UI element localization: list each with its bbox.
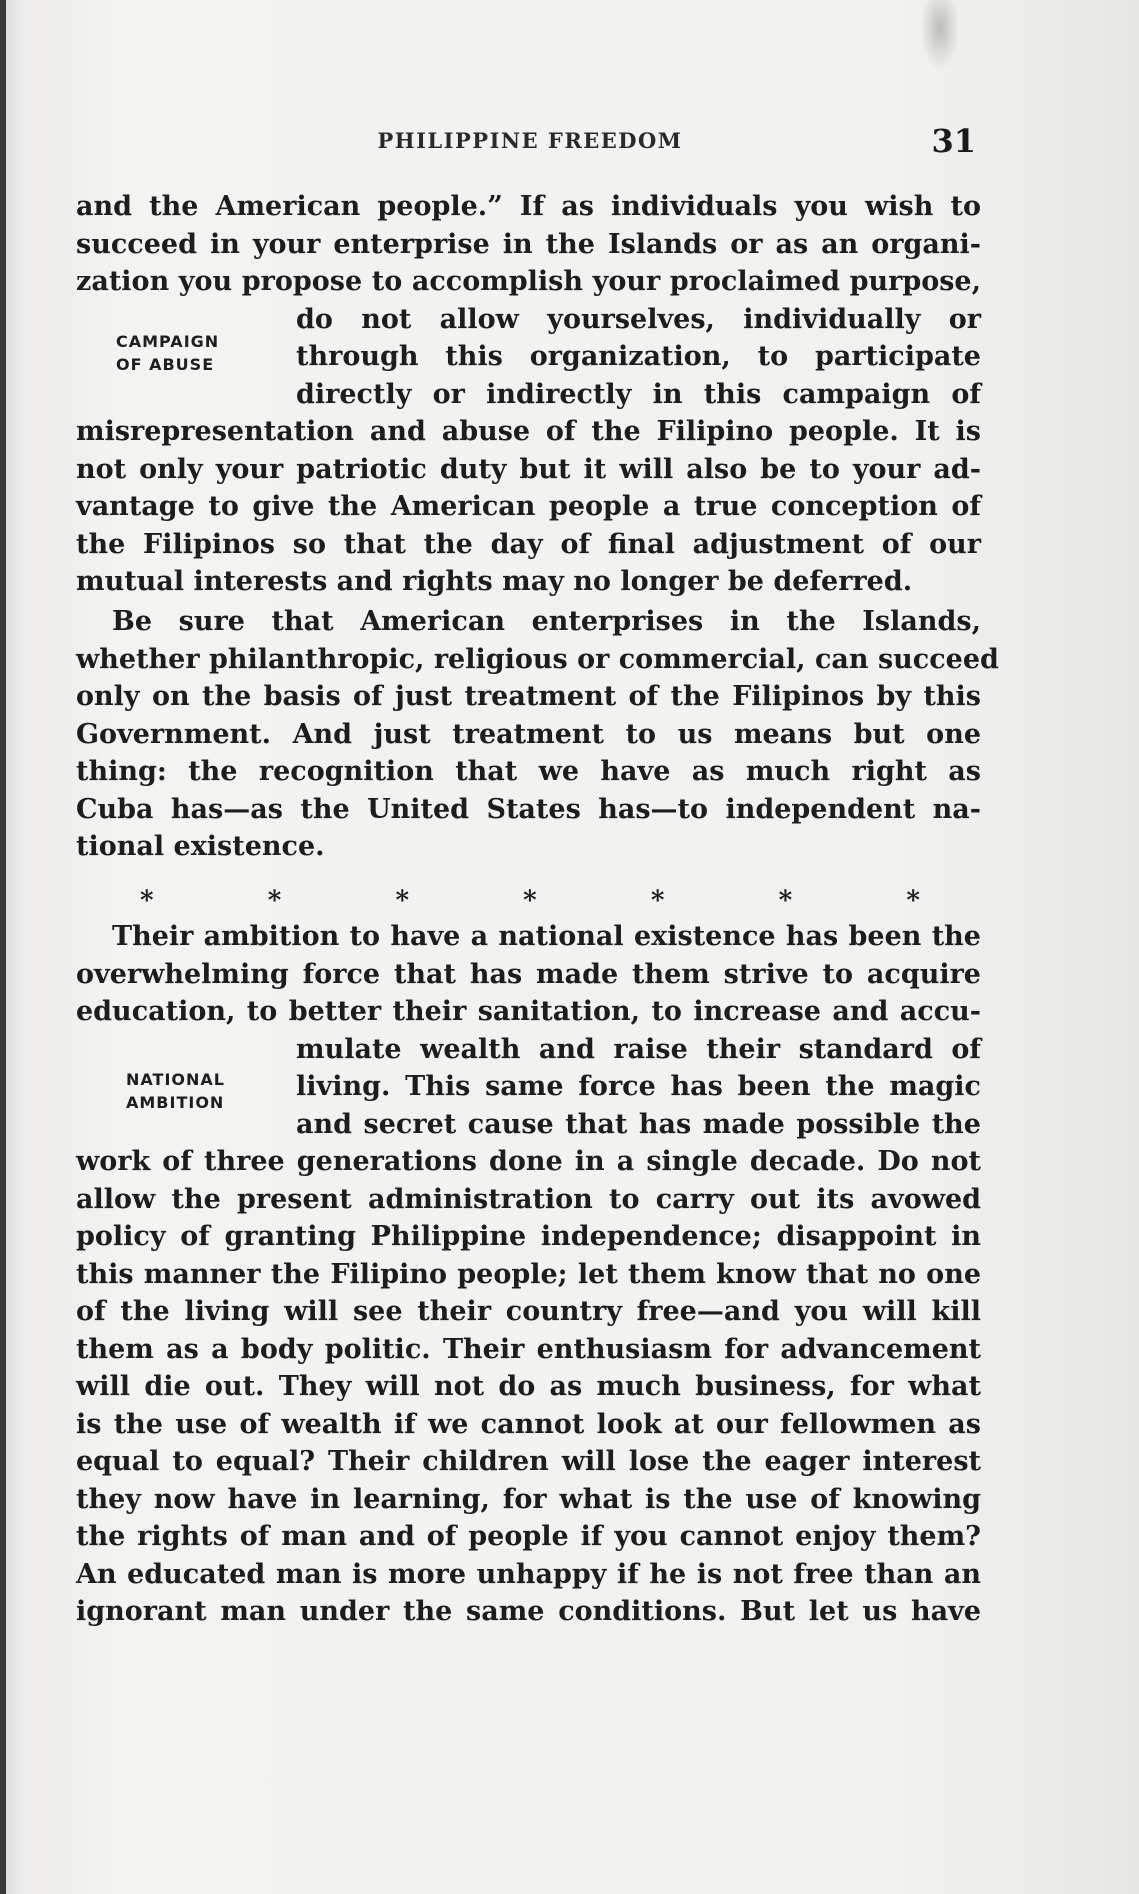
side-heading-line: OF ABUSE <box>116 355 215 374</box>
separator-star: * <box>395 886 410 916</box>
paragraph-2 <box>76 603 999 866</box>
text-line: Be sure that American enterprises in the Islands, <box>112 606 981 637</box>
text-line: mutual interests and rights may no longer be deferred. <box>76 566 913 597</box>
text-line: tional existence. <box>76 831 325 862</box>
side-heading-line: AMBITION <box>126 1093 225 1112</box>
text-line: directly or indirectly in this campaign of <box>296 378 981 410</box>
text-line: will die out. They will not do as much business, for what <box>76 1371 981 1402</box>
page-header <box>78 122 982 162</box>
text-line: zation you propose to accomplish your proclaimed purpose, <box>76 266 981 297</box>
text-line: education, to better their sanitation, to increase and accu- <box>76 996 981 1027</box>
side-heading-line: CAMPAIGN <box>116 332 220 351</box>
running-title: PHILIPPINE FREEDOM <box>377 128 683 153</box>
text-line: living. This same force has been the magic <box>296 1071 981 1102</box>
text-line: them as a body politic. Their enthusiasm for advancement <box>76 1333 981 1365</box>
paragraph-1 <box>76 188 981 601</box>
separator-star: * <box>140 886 154 916</box>
text-line: not only your patriotic duty but it will also be to your ad- <box>76 453 981 485</box>
text-line: An educated man is more unhappy if he is not free than an <box>76 1558 981 1590</box>
text-line: do not allow yourselves, individually or <box>296 303 981 335</box>
text-line: overwhelming force that has made them strive to acquire <box>76 958 981 990</box>
text-line: ignorant man under the same conditions. But let us have <box>76 1596 981 1627</box>
separator-star: * <box>523 886 537 916</box>
text-line: succeed in your enterprise in the Islands or as an organi- <box>76 228 981 260</box>
text-line: and the American people.” If as individuals you wish to <box>76 191 981 222</box>
text-line: this manner the Filipino people; let them know that no one <box>76 1258 981 1290</box>
text-line: through this organization, to participate <box>296 341 981 372</box>
text-line: and secret cause that has made possible the <box>296 1108 981 1140</box>
text-line: Government. And just treatment to us means but one <box>76 718 981 750</box>
side-heading-national-ambition <box>126 1068 225 1114</box>
paragraph-3 <box>76 918 981 1631</box>
text-line: mulate wealth and raise their standard of <box>296 1033 981 1065</box>
separator-star: * <box>267 886 282 916</box>
text-line: only on the basis of just treatment of the Filipinos by this <box>76 681 981 712</box>
paper-smudge <box>920 0 960 70</box>
text-line: the rights of man and of people if you cannot enjoy them? <box>76 1521 981 1552</box>
binding-edge <box>0 0 6 1894</box>
text-line: they now have in learning, for what is the use of knowing <box>76 1483 981 1515</box>
text-line: misrepresentation and abuse of the Filipino people. It is <box>76 416 981 447</box>
text-line: Cuba has—as the United States has—to independent na- <box>76 793 981 825</box>
side-heading-campaign-of-abuse <box>116 330 219 376</box>
page-number: 31 <box>931 122 976 160</box>
section-separator <box>140 886 920 916</box>
text-line: the Filipinos so that the day of final adjustment of our <box>76 528 981 560</box>
text-line: Their ambition to have a national existence has been the <box>112 921 981 952</box>
text-line: thing: the recognition that we have as much right as <box>76 756 981 787</box>
text-line: whether philanthropic, religious or commercial, can succeed <box>76 643 999 675</box>
separator-star: * <box>778 886 793 916</box>
text-line: equal to equal? Their children will lose the eager interest <box>76 1446 981 1477</box>
text-line: vantage to give the American people a true conception of <box>76 491 981 522</box>
separator-star: * <box>906 886 920 916</box>
text-line: allow the present administration to carry out its avowed <box>76 1183 981 1215</box>
text-line: is the use of wealth if we cannot look at our fellowmen as <box>76 1408 981 1440</box>
text-line: policy of granting Philippine independence; disappoint in <box>76 1221 981 1252</box>
text-line: work of three generations done in a single decade. Do not <box>76 1146 981 1177</box>
separator-star: * <box>650 886 665 916</box>
text-line: of the living will see their country free—and you will kill <box>76 1296 981 1327</box>
side-heading-line: NATIONAL <box>126 1070 225 1089</box>
